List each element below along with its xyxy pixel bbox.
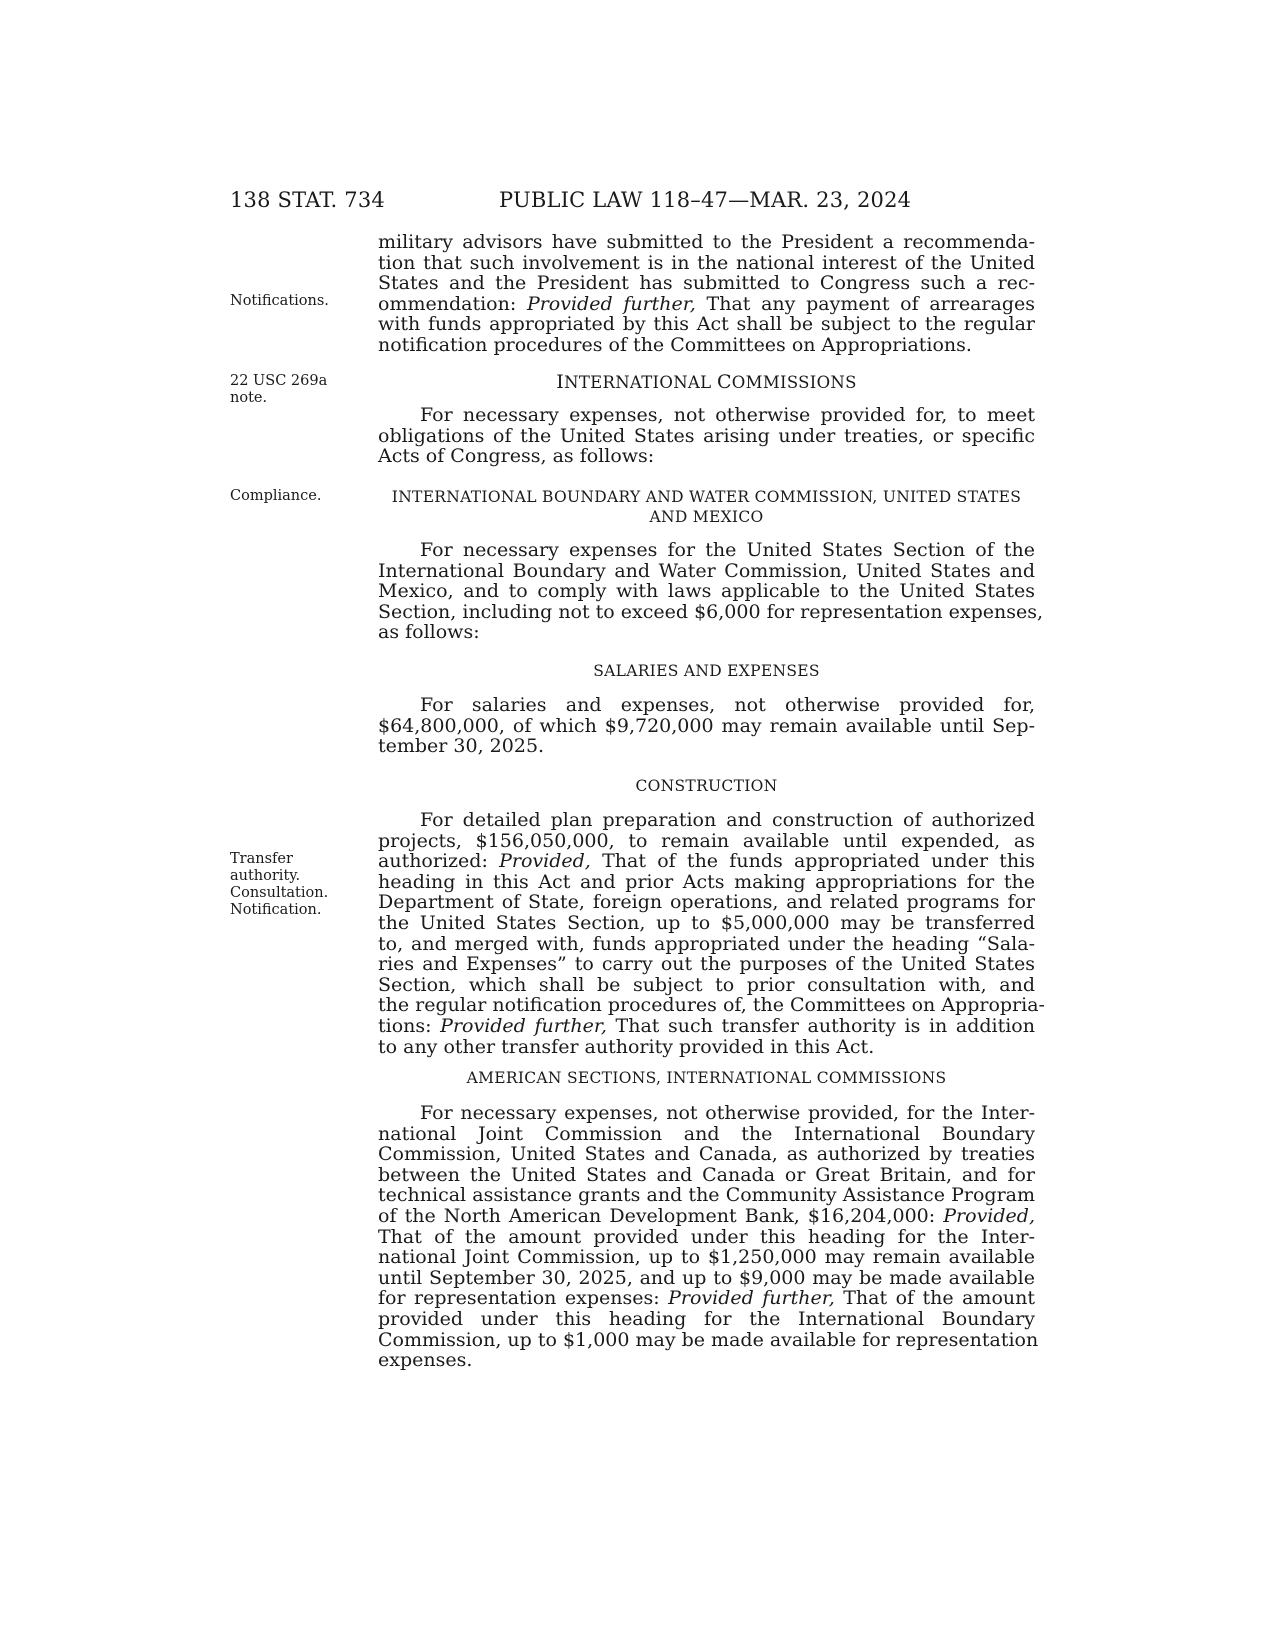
heading-salaries-and-expenses: SALARIES AND EXPENSES	[593, 662, 820, 680]
heading-line: INTERNATIONAL BOUNDARY AND WATER COMMISSION, UNITED STATES	[391, 488, 1022, 506]
text-line: Section, which shall be subject to prior consultation with, and	[378, 973, 1035, 996]
text-line: Department of State, foreign operations, and related programs for	[378, 891, 1035, 914]
text-line: the regular notification procedures of, the Committees on Appropria-	[378, 994, 1045, 1017]
text-line: Mexico, and to comply with laws applicable to the United States	[378, 580, 1035, 603]
paragraph-international-commissions	[378, 405, 1035, 467]
margin-note-usc-line: 22 USC 269a	[230, 373, 328, 389]
text-segment: ommendation:	[378, 292, 527, 315]
text-line: national Joint Commission, up to $1,250,000 may remain available	[378, 1246, 1035, 1269]
text-segment: That any payment of arrearages	[695, 292, 1035, 315]
text-segment: That of the amount	[834, 1287, 1035, 1310]
heading-small-caps: NTERNATIONAL	[564, 373, 717, 392]
text-line: as follows:	[378, 621, 480, 644]
proviso-italic: Provided further,	[440, 1014, 607, 1037]
text-line	[378, 294, 1035, 315]
text-line: For necessary expenses for the United States Section of the	[420, 539, 1035, 561]
margin-note-notifications: Notifications.	[230, 293, 329, 309]
text-segment: authorized:	[378, 850, 500, 873]
text-line: tion that such involvement is in the national interest of the United	[378, 251, 1035, 274]
text-line	[378, 1288, 1035, 1309]
proviso-italic: Provided,	[499, 850, 591, 873]
text-line: the United States Section, up to $5,000,000 may be transferred	[378, 911, 1035, 934]
heading-international-commissions	[378, 371, 1035, 393]
heading-initial: I	[556, 371, 565, 393]
text-segment: That such transfer authority is in addition	[606, 1014, 1035, 1037]
proviso-italic: Provided,	[943, 1204, 1035, 1227]
margin-note-compliance: Compliance.	[230, 488, 322, 504]
text-line	[378, 1206, 1035, 1227]
text-segment: for representation expenses:	[378, 1287, 669, 1310]
text-line: national Joint Commission and the International Boundary	[378, 1122, 1035, 1145]
text-line: For salaries and expenses, not otherwise provided for,	[420, 694, 1035, 716]
margin-note-usc-line: note.	[230, 390, 268, 406]
text-line: For necessary expenses, not otherwise provided, for the Inter-	[420, 1102, 1035, 1124]
paragraph-ibwc	[378, 539, 1044, 644]
text-line: with funds appropriated by this Act shall be subject to the regular	[378, 313, 1035, 336]
heading-american-sections: AMERICAN SECTIONS, INTERNATIONAL COMMISSIONS	[466, 1069, 947, 1087]
text-line: heading in this Act and prior Acts making appropriations for the	[378, 870, 1035, 893]
text-line: $64,800,000, of which $9,720,000 may remain available until Sep-	[378, 714, 1035, 737]
public-law-title: PUBLIC LAW 118–47—MAR. 23, 2024	[499, 188, 912, 212]
text-line: between the United States and Canada or Great Britain, and for	[378, 1163, 1035, 1186]
heading-small-caps: OMMISSIONS	[731, 373, 857, 392]
paragraph-construction	[378, 809, 1045, 1058]
text-line: until September 30, 2025, and up to $9,000 may be made available	[378, 1266, 1035, 1289]
text-line: That of the amount provided under this heading for the Inter-	[378, 1225, 1035, 1248]
text-line: ries and Expenses” to carry out the purposes of the United States	[378, 953, 1035, 976]
text-line: Acts of Congress, as follows:	[378, 445, 655, 468]
text-line: obligations of the United States arising under treaties, or specific	[378, 424, 1035, 447]
proviso-italic: Provided further,	[526, 292, 696, 315]
text-line: tember 30, 2025.	[378, 735, 545, 758]
text-line: provided under this heading for the International Boundary	[378, 1307, 1035, 1330]
heading-ibwc	[378, 487, 1035, 527]
text-segment: tions:	[378, 1014, 441, 1037]
text-line: Section, including not to exceed $6,000 for representation expenses,	[378, 600, 1044, 623]
text-line: to, and merged with, funds appropriated under the heading “Sala-	[378, 932, 1035, 955]
text-line: technical assistance grants and the Community Assistance Program	[378, 1184, 1035, 1207]
margin-note-line: Notification.	[230, 902, 322, 918]
proviso-italic: Provided further,	[668, 1287, 835, 1310]
paragraph-american-sections	[378, 1102, 1039, 1372]
margin-note-transfer-authority	[230, 851, 340, 919]
text-segment: of the North American Development Bank, $16,204,000:	[378, 1204, 944, 1227]
text-line: Commission, United States and Canada, as authorized by treaties	[378, 1143, 1035, 1166]
text-line: notification procedures of the Committees on Appropriations.	[378, 333, 972, 356]
text-line: For necessary expenses, not otherwise provided for, to meet	[420, 404, 1035, 426]
text-segment: That of the funds appropriated under this	[590, 850, 1035, 873]
heading-line: AND MEXICO	[649, 508, 764, 526]
text-line: International Boundary and Water Commission, United States and	[378, 559, 1035, 582]
text-line: For detailed plan preparation and construction of authorized	[420, 809, 1035, 831]
heading-construction: CONSTRUCTION	[635, 777, 778, 795]
text-line: to any other transfer authority provided in this Act.	[378, 1035, 875, 1058]
margin-note-line: authority.	[230, 868, 301, 884]
page-header	[230, 188, 1030, 218]
paragraph-salaries	[378, 695, 1035, 757]
text-line: Commission, up to $1,000 may be made available for representation	[378, 1328, 1039, 1351]
text-line: projects, $156,050,000, to remain available until expended, as	[378, 829, 1035, 852]
text-line: military advisors have submitted to the President a recommenda-	[378, 231, 1035, 253]
text-line: expenses.	[378, 1349, 473, 1372]
text-line	[378, 1016, 1035, 1037]
paragraph-arrearages	[378, 232, 1035, 356]
margin-note-line: Consultation.	[230, 885, 329, 901]
margin-note-line: Transfer	[230, 851, 293, 867]
text-line	[378, 851, 1035, 872]
margin-note-usc-citation	[230, 373, 340, 407]
text-line: States and the President has submitted to Congress such a rec-	[378, 272, 1035, 295]
stat-page-reference: 138 STAT. 734	[230, 188, 385, 212]
heading-initial: C	[716, 371, 732, 393]
